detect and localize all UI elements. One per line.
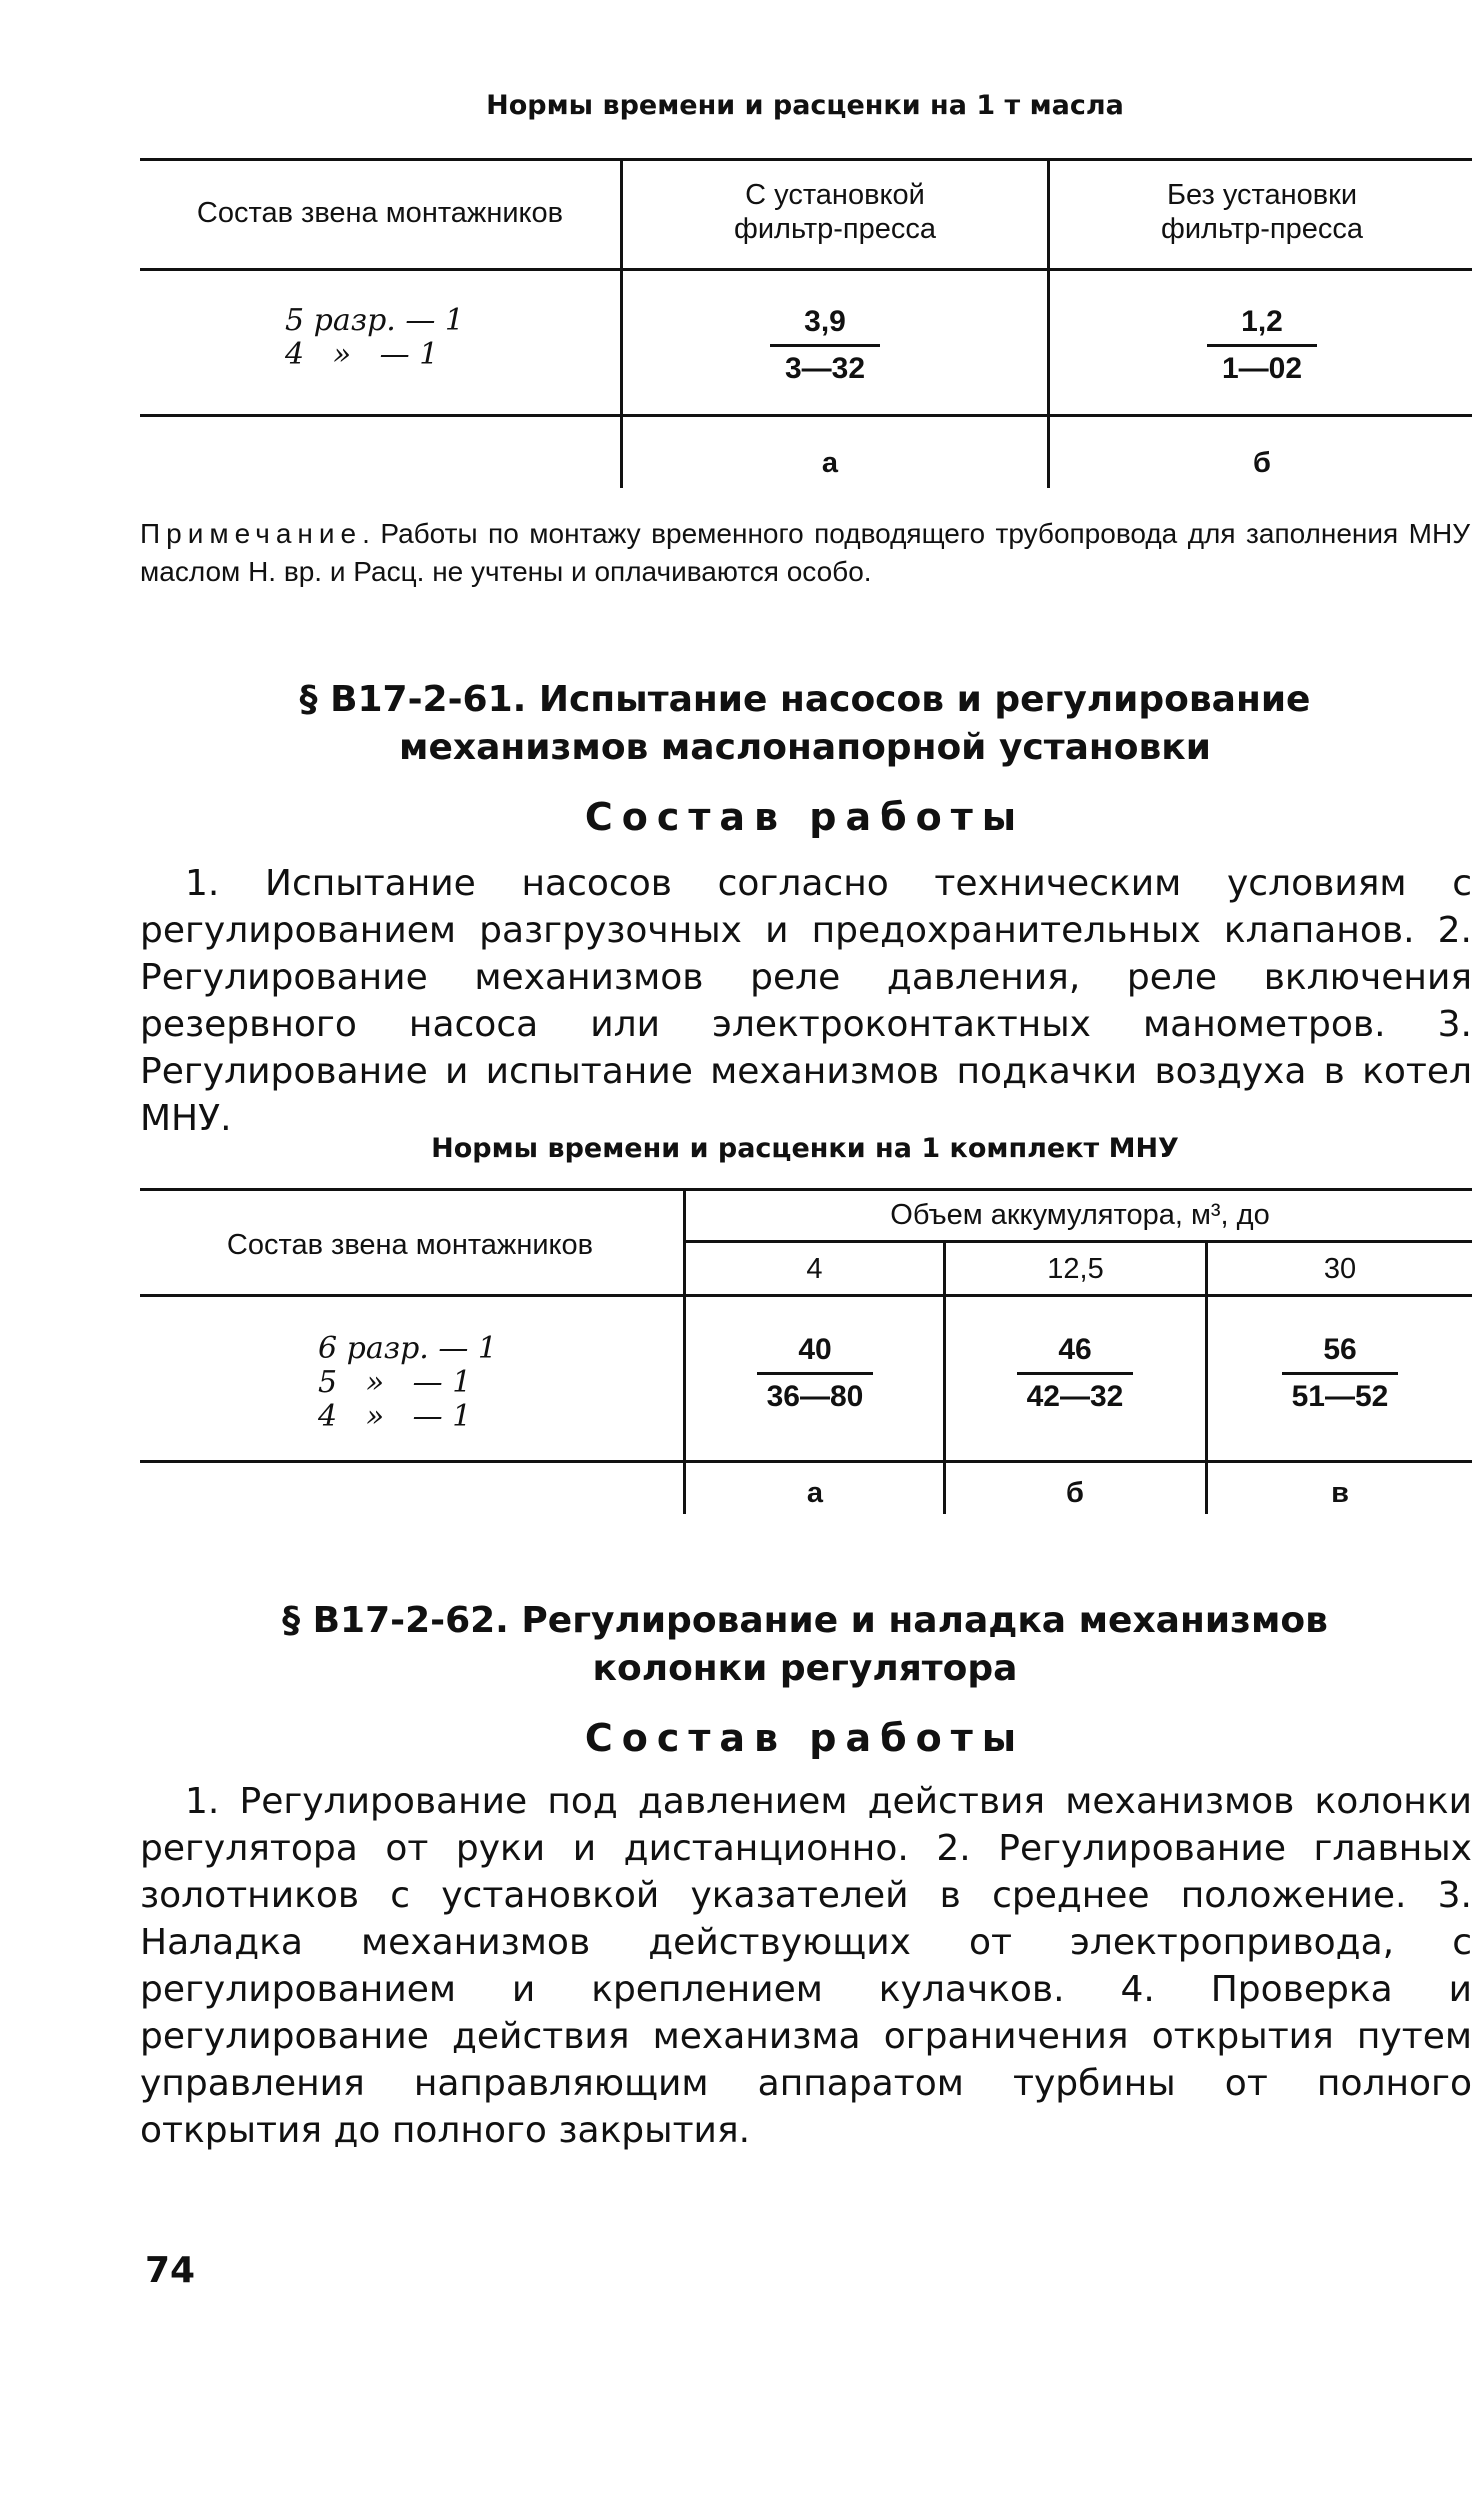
table1-top-rule <box>140 158 1472 161</box>
table2-col-divider-1 <box>683 1188 686 1514</box>
fraction-bar <box>1017 1372 1133 1375</box>
section61-title <box>140 676 1470 772</box>
section62-title <box>140 1597 1470 1693</box>
norm-time: 3,9 <box>804 305 846 338</box>
table2-caption: Нормы времени и расценки на 1 комплект МНУ <box>431 1133 1179 1164</box>
note-prefix: Примечание <box>140 518 363 549</box>
table1-column-label-b: б <box>1253 447 1271 479</box>
table2-body-rule <box>140 1460 1472 1463</box>
section62-title-line2: колонки регулятора <box>592 1648 1018 1689</box>
rate: 1—02 <box>1221 352 1303 385</box>
table2-column-label-b: б <box>1066 1477 1084 1509</box>
table2-group-rule <box>683 1240 1472 1243</box>
section61-title-line2: механизмов маслонапорной установки <box>399 727 1211 768</box>
table2-value-col-2 <box>1002 1332 1148 1415</box>
table1-note <box>140 515 1470 591</box>
table2-header-col-2: 12,5 <box>1047 1253 1104 1285</box>
rate: 3—32 <box>784 352 866 385</box>
fraction-bar <box>1207 344 1317 347</box>
note-text: . Работы по монтажу временного подводящего трубопровода для заполнения МНУ маслом Н. вр. и Расц. не учтены и оплачиваются особо. <box>140 518 1470 587</box>
section61-work-title: Состав работы <box>584 795 1026 839</box>
section61-title-line1: § В17-2-61. Испытание насосов и регулирование <box>299 679 1311 720</box>
table2-value-col-3 <box>1267 1332 1413 1415</box>
norm-time: 1,2 <box>1241 305 1283 338</box>
table1-crew-composition: 5 разр. — 1 4 » — 1 <box>285 303 464 372</box>
fraction-bar <box>757 1372 873 1375</box>
section62-title-line1: § В17-2-62. Регулирование и наладка механизмов <box>282 1600 1328 1641</box>
table2-header-col-1: 4 <box>806 1253 823 1285</box>
table1-header-crew: Состав звена монтажников <box>196 197 564 229</box>
section62-work-title: Состав работы <box>584 1716 1026 1760</box>
table2-crew-composition: 6 разр. — 1 5 » — 1 4 » — 1 <box>318 1331 497 1434</box>
rate: 36—80 <box>766 1380 864 1413</box>
table2-column-label-a: а <box>806 1477 824 1509</box>
table1-value-with-filter-press <box>755 304 895 387</box>
table2-header-crew: Состав звена монтажников <box>226 1229 594 1261</box>
table1-col-divider-2 <box>1047 158 1050 488</box>
table2-header-rule <box>140 1294 1472 1297</box>
section62-work-text: 1. Регулирование под давлением действия механизмов колонки регулятора от руки и дистанционно. 2. Регулирование главных золотников с установкой указателей в среднее положение. 3. Наладка механизмов действующих от электропривода, с регулированием и креплением кулачков. 4. Проверка и регулирование действия механизма ограничения открытия путем управления направляющим аппаратом турбины от полного открытия до полного закрытия. <box>140 1781 1472 2151</box>
table1-col-divider-1 <box>620 158 623 488</box>
rate: 42—32 <box>1026 1380 1124 1413</box>
table1-header-with-filter-press: С установкой фильтр-пресса <box>734 179 936 245</box>
table2-top-rule <box>140 1188 1472 1191</box>
table2-header-accumulator-volume: Объем аккумулятора, м³, до <box>890 1199 1270 1231</box>
table1-body-rule <box>140 414 1472 417</box>
fraction-bar <box>1282 1372 1398 1375</box>
rate: 51—52 <box>1291 1380 1389 1413</box>
page-number: 74 <box>145 2250 196 2291</box>
table1-header-rule <box>140 268 1472 271</box>
table1-column-label-a: а <box>821 447 839 479</box>
norm-time: 40 <box>798 1333 832 1366</box>
table2-header-col-3: 30 <box>1323 1253 1357 1285</box>
norm-time: 46 <box>1058 1333 1092 1366</box>
table1-value-without-filter-press <box>1192 304 1332 387</box>
section61-work-text: 1. Испытание насосов согласно техническим условиям с регулированием разгрузочных и предохранительных клапанов. 2. Регулирование механизмов реле давления, реле включения резервного насоса или электроконтактных манометров. 3. Регулирование и испытание механизмов подкачки воздуха в котел МНУ. <box>140 863 1472 1139</box>
table2-column-label-c: в <box>1331 1477 1349 1509</box>
fraction-bar <box>770 344 880 347</box>
table1-header-without-filter-press: Без установки фильтр-пресса <box>1161 179 1363 245</box>
table2-value-col-1 <box>742 1332 888 1415</box>
norm-time: 56 <box>1323 1333 1357 1366</box>
table1-caption: Нормы времени и расценки на 1 т масла <box>486 90 1124 121</box>
